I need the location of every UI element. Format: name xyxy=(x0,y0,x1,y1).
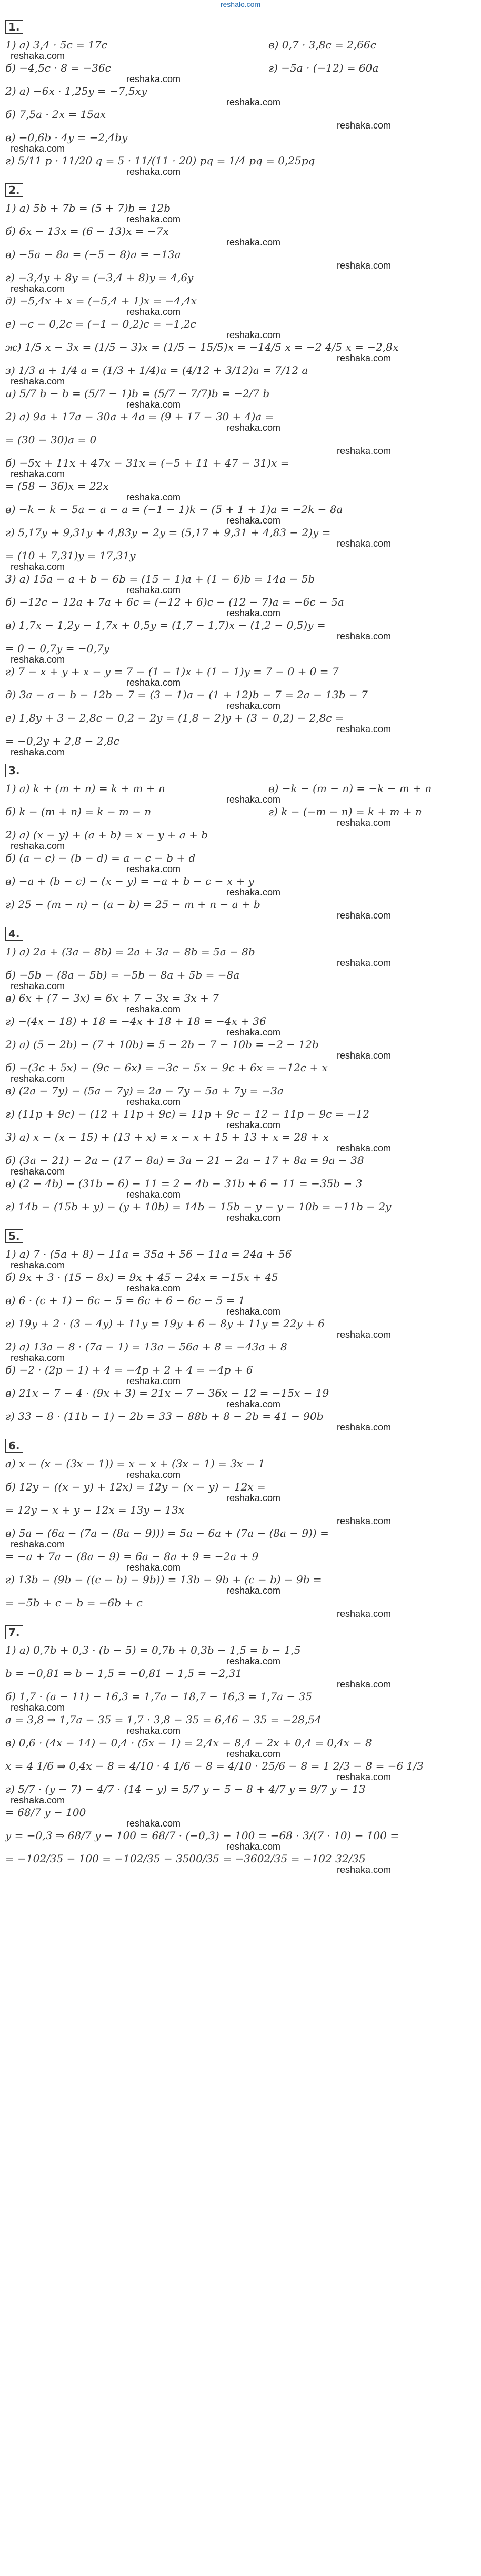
solution-line xyxy=(5,201,476,215)
solution-line xyxy=(5,1480,476,1494)
watermark: reshaka.com xyxy=(337,1679,392,1690)
solution-line xyxy=(5,387,476,400)
expression: и) 5/7 b − b = (5/7 − 1)b = (5/7 − 7/7)b = −2/7 b xyxy=(5,387,270,400)
watermark: reshaka.com xyxy=(337,446,392,456)
watermark: reshaka.com xyxy=(126,166,181,177)
solution-line xyxy=(5,1573,476,1586)
solution-line xyxy=(5,1153,476,1167)
expression: б) 6x − 13x = (6 − 13)x = −7x xyxy=(5,225,169,238)
solution-line xyxy=(5,410,476,423)
section-number: 7. xyxy=(5,1625,23,1639)
watermark: reshaka.com xyxy=(337,910,392,921)
watermark: reshaka.com xyxy=(226,794,281,805)
expression: б) −5b − (8a − 5b) = −5b − 8a + 5b = −8a xyxy=(5,969,240,981)
watermark: reshaka.com xyxy=(226,1749,281,1759)
expression: = −5b + c − b = −6b + c xyxy=(5,1596,143,1609)
expression: в) 21x − 7 − 4 · (9x + 3) = 21x − 7 − 36x − 12 = −15x − 19 xyxy=(5,1387,329,1399)
watermark: reshaka.com xyxy=(337,1516,392,1526)
expression: г) 19y + 2 · (3 − 4y) + 11y = 19y + 6 − 8y + 11y = 22y + 6 xyxy=(5,1317,325,1330)
solution-line xyxy=(5,549,476,562)
solution-line xyxy=(5,340,476,354)
watermark: reshaka.com xyxy=(337,724,392,734)
expression: = (58 − 36)x = 22x xyxy=(5,480,109,492)
solution-line xyxy=(5,294,476,308)
solution-line xyxy=(5,572,476,586)
expression: г) −3,4y + 8y = (−3,4 + 8)y = 4,6y xyxy=(5,271,194,284)
solution-line xyxy=(5,479,476,493)
expression-right: г) −5a · (−12) = 60a xyxy=(268,62,379,74)
expression: г) (11p + 9c) − (12 + 11p + 9c) = 11p + 9c − 12 − 11p − 9c = −12 xyxy=(5,1108,370,1120)
expression: 2) а) (5 − 2b) − (7 + 10b) = 5 − 2b − 7 − 10b = −2 − 12b xyxy=(5,1038,319,1051)
watermark: reshaka.com xyxy=(126,1283,181,1294)
watermark: reshaka.com xyxy=(226,1493,281,1503)
solution-line xyxy=(5,107,476,121)
watermark: reshaka.com xyxy=(126,677,181,688)
solution-line xyxy=(5,1526,476,1540)
section-number: 3. xyxy=(5,764,23,777)
solution-line xyxy=(5,1038,476,1051)
solution-line xyxy=(5,1549,476,1563)
expression: д) −5,4x + x = (−5,4 + 1)x = −4,4x xyxy=(5,294,197,307)
expression: е) 1,8y + 3 − 2,8c − 0,2 − 2y = (1,8 − 2)y + (3 − 0,2) − 2,8c = xyxy=(5,712,344,724)
expression: б) 1,7 · (a − 11) − 16,3 = 1,7a − 18,7 − 16,3 = 1,7a − 35 xyxy=(5,1690,313,1703)
solution-line xyxy=(5,317,476,331)
solution-line xyxy=(5,968,476,982)
expression: = −0,2y + 2,8 − 2,8c xyxy=(5,735,119,747)
solution-line xyxy=(5,1107,476,1121)
solution-line xyxy=(5,897,476,911)
expression: в) 5a − (6a − (7a − (8a − 9))) = 5a − 6a + (7a − (8a − 9)) = xyxy=(5,1527,329,1539)
solution-line xyxy=(5,1247,476,1261)
watermark: reshaka.com xyxy=(126,1725,181,1736)
expression: г) −(4x − 18) + 18 = −4x + 18 + 18 = −4x + 36 xyxy=(5,1015,266,1028)
expression: = (30 − 30)a = 0 xyxy=(5,433,97,446)
solution-line xyxy=(5,851,476,865)
section-number: 4. xyxy=(5,927,23,941)
expression-right: в) −k − (m − n) = −k − m + n xyxy=(268,782,432,795)
watermark: reshaka.com xyxy=(11,469,65,479)
solution-line xyxy=(5,1503,476,1517)
expression: 1) а) 2a + (3a − 8b) = 2a + 3a − 8b = 5a − 8b xyxy=(5,945,255,958)
expression: б) −5x + 11x + 47x − 31x = (−5 + 11 + 47 − 31)x = xyxy=(5,457,289,469)
expression: 3) а) x − (x − 15) + (13 + x) = x − x + 15 + 13 + x = 28 + x xyxy=(5,1131,329,1143)
solution-line xyxy=(5,1317,476,1330)
solution-line xyxy=(5,665,476,678)
watermark: reshaka.com xyxy=(11,1166,65,1177)
watermark: reshaka.com xyxy=(126,492,181,502)
solution-line xyxy=(5,1061,476,1074)
expression: 1) а) 0,7b + 0,3 · (b − 5) = 0,7b + 0,3b − 1,5 = b − 1,5 xyxy=(5,1644,301,1656)
watermark: reshaka.com xyxy=(126,307,181,317)
solution-line xyxy=(5,595,476,609)
solution-line xyxy=(5,1130,476,1144)
section-number: 5. xyxy=(5,1229,23,1243)
section-number: 1. xyxy=(5,20,23,34)
solution-line xyxy=(5,1270,476,1284)
watermark: reshaka.com xyxy=(126,1469,181,1480)
watermark: reshaka.com xyxy=(126,585,181,595)
expression: в) (2a − 7y) − (5a − 7y) = 2a − 7y − 5a + 7y = −3a xyxy=(5,1084,284,1097)
watermark: reshaka.com xyxy=(337,1608,392,1619)
solution-line xyxy=(5,1713,476,1726)
expression: в) −5a − 8a = (−5 − 8)a = −13a xyxy=(5,248,181,261)
expression: = (10 + 7,31)y = 17,31y xyxy=(5,549,136,562)
section-number: 2. xyxy=(5,183,23,197)
watermark: reshaka.com xyxy=(337,260,392,271)
solution-line xyxy=(5,1852,476,1866)
solution-line xyxy=(5,1363,476,1377)
watermark: reshaka.com xyxy=(11,1260,65,1270)
expression: в) −k − k − 5a − a − a = (−1 − 1)k − (5 + 1 + 1)a = −2k − 8a xyxy=(5,503,343,516)
watermark: reshaka.com xyxy=(11,981,65,991)
solution-line xyxy=(5,688,476,702)
watermark: reshaka.com xyxy=(126,1818,181,1829)
solution-line xyxy=(5,61,476,75)
watermark: reshaka.com xyxy=(226,887,281,897)
solution-line xyxy=(5,1386,476,1400)
watermark: reshaka.com xyxy=(126,864,181,874)
watermark: reshaka.com xyxy=(126,1097,181,1107)
watermark: reshaka.com xyxy=(11,143,65,154)
expression: г) 5/11 p · 11/20 q = 5 · 11/(11 · 20) pq = 1/4 pq = 0,25pq xyxy=(5,154,315,167)
watermark: reshaka.com xyxy=(126,1562,181,1573)
expression: = −a + 7a − (8a − 9) = 6a − 8a + 9 = −2a + 9 xyxy=(5,1550,259,1563)
watermark: reshaka.com xyxy=(226,422,281,433)
expression: б) k − (m + n) = k − m − n xyxy=(5,805,152,818)
watermark: reshaka.com xyxy=(126,74,181,84)
solution-line xyxy=(5,1829,476,1842)
watermark: reshaka.com xyxy=(337,817,392,828)
solution-line xyxy=(5,1177,476,1190)
solution-line xyxy=(5,782,476,795)
solution-line xyxy=(5,1805,476,1819)
solution-line xyxy=(5,1409,476,1423)
watermark: reshaka.com xyxy=(11,1073,65,1084)
watermark: reshaka.com xyxy=(126,399,181,410)
expression: г) 13b − (9b − ((c − b) − 9b)) = 13b − 9b + (c − b) − 9b = xyxy=(5,1573,322,1586)
solution-line xyxy=(5,1596,476,1610)
solution-line xyxy=(5,618,476,632)
section-number: 6. xyxy=(5,1439,23,1453)
watermark: reshaka.com xyxy=(337,1329,392,1340)
watermark: reshaka.com xyxy=(226,1585,281,1596)
watermark: reshaka.com xyxy=(226,608,281,618)
watermark: reshaka.com xyxy=(226,700,281,711)
solution-line xyxy=(5,1084,476,1098)
expression: = 12y − x + y − 12x = 13y − 13x xyxy=(5,1504,185,1516)
expression: 1) а) 5b + 7b = (5 + 7)b = 12b xyxy=(5,202,171,214)
expression: г) 5/7 · (y − 7) − 4/7 · (14 − y) = 5/7 y − 5 − 8 + 4/7 y = 9/7 y − 13 xyxy=(5,1783,366,1795)
expression: б) −12c − 12a + 7a + 6c = (−12 + 6)c − (12 − 7)a = −6c − 5a xyxy=(5,596,344,608)
expression: г) 33 − 8 · (11b − 1) − 2b = 33 − 88b + 8 − 2b = 41 − 90b xyxy=(5,1410,324,1423)
watermark: reshaka.com xyxy=(337,1143,392,1153)
watermark: reshaka.com xyxy=(226,1306,281,1317)
expression: в) −0,6b · 4y = −2,4by xyxy=(5,131,128,144)
expression: б) −4,5c · 8 = −36c xyxy=(5,62,111,74)
watermark: reshaka.com xyxy=(226,237,281,248)
watermark: reshaka.com xyxy=(226,1027,281,1038)
solution-line xyxy=(5,456,476,470)
watermark: reshaka.com xyxy=(126,214,181,224)
solution-line xyxy=(5,1759,476,1773)
watermark: reshaka.com xyxy=(226,1120,281,1130)
expression: x = 4 1/6 ⇒ 0,4x − 8 = 4/10 · 4 1/6 − 8 = 4/10 · 25/6 − 8 = 1 2/3 − 8 = −6 1/3 xyxy=(5,1760,424,1772)
solution-line xyxy=(5,248,476,261)
solution-line xyxy=(5,1014,476,1028)
watermark: reshaka.com xyxy=(11,654,65,665)
solution-line xyxy=(5,1782,476,1796)
expression: б) 12y − ((x − y) + 12x) = 12y − (x − y) − 12x = xyxy=(5,1481,266,1493)
watermark: reshaka.com xyxy=(11,747,65,757)
watermark: reshaka.com xyxy=(337,958,392,968)
solution-line xyxy=(5,1690,476,1703)
solution-line xyxy=(5,805,476,818)
solution-line xyxy=(5,1666,476,1680)
watermark: reshaka.com xyxy=(126,1189,181,1200)
watermark: reshaka.com xyxy=(11,1353,65,1363)
expression: 1) а) 7 · (5a + 8) − 11a = 35a + 56 − 11a = 24a + 56 xyxy=(5,1248,292,1260)
expression: б) 7,5a · 2x = 15ax xyxy=(5,108,106,121)
solution-line xyxy=(5,734,476,748)
expression: 1) а) 3,4 · 5c = 17c xyxy=(5,38,107,51)
expression: 3) а) 15a − a + b − 6b = (15 − 1)a + (1 − 6)b = 14a − 5b xyxy=(5,573,315,585)
watermark: reshaka.com xyxy=(226,1841,281,1852)
expression: а) x − (x − (3x − 1)) = x − x + (3x − 1) = 3x − 1 xyxy=(5,1457,265,1470)
expression: е) −c − 0,2c = (−1 − 0,2)c = −1,2c xyxy=(5,318,196,330)
watermark: reshaka.com xyxy=(337,631,392,641)
expression: б) (a − c) − (b − d) = a − c − b + d xyxy=(5,852,196,864)
expression: b = −0,81 ⇒ b − 1,5 = −0,81 − 1,5 = −2,31 xyxy=(5,1667,242,1680)
solution-line xyxy=(5,526,476,539)
solution-line xyxy=(5,38,476,52)
watermark: reshaka.com xyxy=(226,97,281,107)
solution-line xyxy=(5,828,476,842)
solution-line xyxy=(5,271,476,284)
watermark: reshaka.com xyxy=(226,1212,281,1223)
solution-line xyxy=(5,945,476,959)
expression: в) 0,6 · (4x − 14) − 0,4 · (5x − 1) = 2,4x − 8,4 − 2x + 0,4 = 0,4x − 8 xyxy=(5,1736,372,1749)
expression: = 68/7 y − 100 xyxy=(5,1806,86,1819)
expression: б) 9x + 3 · (15 − 8x) = 9x + 45 − 24x = −15x + 45 xyxy=(5,1271,278,1284)
watermark: reshaka.com xyxy=(337,1050,392,1061)
solution-line xyxy=(5,502,476,516)
solution-line xyxy=(5,1294,476,1307)
expression: з) 1/3 a + 1/4 a = (1/3 + 1/4)a = (4/12 + 3/12)a = 7/12 a xyxy=(5,364,308,377)
solution-line xyxy=(5,84,476,98)
expression: б) −(3c + 5x) − (9c − 6x) = −3c − 5x − 9c + 6x = −12c + x xyxy=(5,1061,328,1074)
expression: 2) а) −6x · 1,25y = −7,5xy xyxy=(5,85,147,97)
solution-line xyxy=(5,1643,476,1657)
watermark: reshaka.com xyxy=(226,1399,281,1409)
watermark: reshaka.com xyxy=(11,283,65,294)
solution-line xyxy=(5,1340,476,1354)
watermark: reshaka.com xyxy=(11,561,65,572)
expression-right: г) k − (−m − n) = k + m + n xyxy=(268,805,422,818)
expression: в) −a + (b − c) − (x − y) = −a + b − c − x + y xyxy=(5,875,254,887)
watermark: reshaka.com xyxy=(226,515,281,526)
watermark: reshaka.com xyxy=(11,1795,65,1805)
solution-line xyxy=(5,1457,476,1470)
solution-line xyxy=(5,224,476,238)
solution-line xyxy=(5,363,476,377)
watermark: reshaka.com xyxy=(11,841,65,851)
solution-line xyxy=(5,641,476,655)
watermark: reshaka.com xyxy=(11,1539,65,1549)
expression: г) 7 − x + y + x − y = 7 − (1 − 1)x + (1 − 1)y = 7 − 0 + 0 = 7 xyxy=(5,665,339,678)
solution-line xyxy=(5,433,476,447)
solution-line xyxy=(5,991,476,1005)
expression: = −102/35 − 100 = −102/35 − 3500/35 = −3602/35 = −102 32/35 xyxy=(5,1852,366,1865)
expression: 2) а) 13a − 8 · (7a − 1) = 13a − 56a + 8 = −43a + 8 xyxy=(5,1340,287,1353)
expression: 1) а) k + (m + n) = k + m + n xyxy=(5,782,165,795)
watermark: reshaka.com xyxy=(126,1004,181,1014)
solution-line xyxy=(5,1200,476,1213)
watermark: reshaka.com xyxy=(337,353,392,363)
expression: г) 25 − (m − n) − (a − b) = 25 − m + n − a + b xyxy=(5,898,260,911)
watermark: reshaka.com xyxy=(337,1864,392,1875)
watermark: reshaka.com xyxy=(337,538,392,549)
watermark: reshaka.com xyxy=(226,1656,281,1666)
expression: y = −0,3 ⇒ 68/7 y − 100 = 68/7 · (−0,3) − 100 = −68 · 3/(7 · 10) − 100 = xyxy=(5,1829,399,1842)
expression: г) 5,17y + 9,31y + 4,83y − 2y = (5,17 + 9,31 + 4,83 − 2)y = xyxy=(5,526,331,539)
solution-line xyxy=(5,711,476,725)
expression: в) 1,7x − 1,2y − 1,7x + 0,5y = (1,7 − 1,7)x − (1,2 − 0,5)y = xyxy=(5,619,326,631)
expression: a = 3,8 ⇒ 1,7a − 35 = 1,7 · 3,8 − 35 = 6,46 − 35 = −28,54 xyxy=(5,1713,322,1726)
watermark: reshaka.com xyxy=(11,51,65,61)
expression: в) 6x + (7 − 3x) = 6x + 7 − 3x = 3x + 7 xyxy=(5,992,219,1004)
expression: ж) 1/5 x − 3x = (1/5 − 3)x = (1/5 − 15/5)x = −14/5 x = −2 4/5 x = −2,8x xyxy=(5,341,399,353)
watermark: reshaka.com xyxy=(337,120,392,131)
expression: в) (2 − 4b) − (31b − 6) − 11 = 2 − 4b − 31b + 6 − 11 = −35b − 3 xyxy=(5,1177,363,1190)
solution-line xyxy=(5,154,476,167)
watermark: reshaka.com xyxy=(11,1702,65,1713)
watermark: reshaka.com xyxy=(11,376,65,387)
expression: 2) а) 9a + 17a − 30a + 4a = (9 + 17 − 30 + 4)a = xyxy=(5,410,274,423)
solution-line xyxy=(5,1736,476,1750)
expression-right: в) 0,7 · 3,8c = 2,66c xyxy=(268,38,376,51)
expression: в) 6 · (c + 1) − 6c − 5 = 6c + 6 − 6c − 5 = 1 xyxy=(5,1294,245,1307)
watermark: reshaka.com xyxy=(226,330,281,340)
expression: = 0 − 0,7y = −0,7y xyxy=(5,642,109,655)
expression: г) 14b − (15b + y) − (y + 10b) = 14b − 15b − y − y − 10b = −11b − 2y xyxy=(5,1200,392,1213)
expression: б) (3a − 21) − 2a − (17 − 8a) = 3a − 21 − 2a − 17 + 8a = 9a − 38 xyxy=(5,1154,364,1167)
expression: 2) а) (x − y) + (a + b) = x − y + a + b xyxy=(5,828,208,841)
site-header[interactable]: reshalo.com xyxy=(220,0,261,8)
solution-line xyxy=(5,131,476,144)
watermark: reshaka.com xyxy=(337,1772,392,1782)
watermark: reshaka.com xyxy=(126,1376,181,1386)
expression: д) 3a − a − b − 12b − 7 = (3 − 1)a − (1 + 12)b − 7 = 2a − 13b − 7 xyxy=(5,688,368,701)
expression: б) −2 · (2p − 1) + 4 = −4p + 2 + 4 = −4p + 6 xyxy=(5,1364,253,1376)
solution-line xyxy=(5,874,476,888)
watermark: reshaka.com xyxy=(337,1422,392,1433)
